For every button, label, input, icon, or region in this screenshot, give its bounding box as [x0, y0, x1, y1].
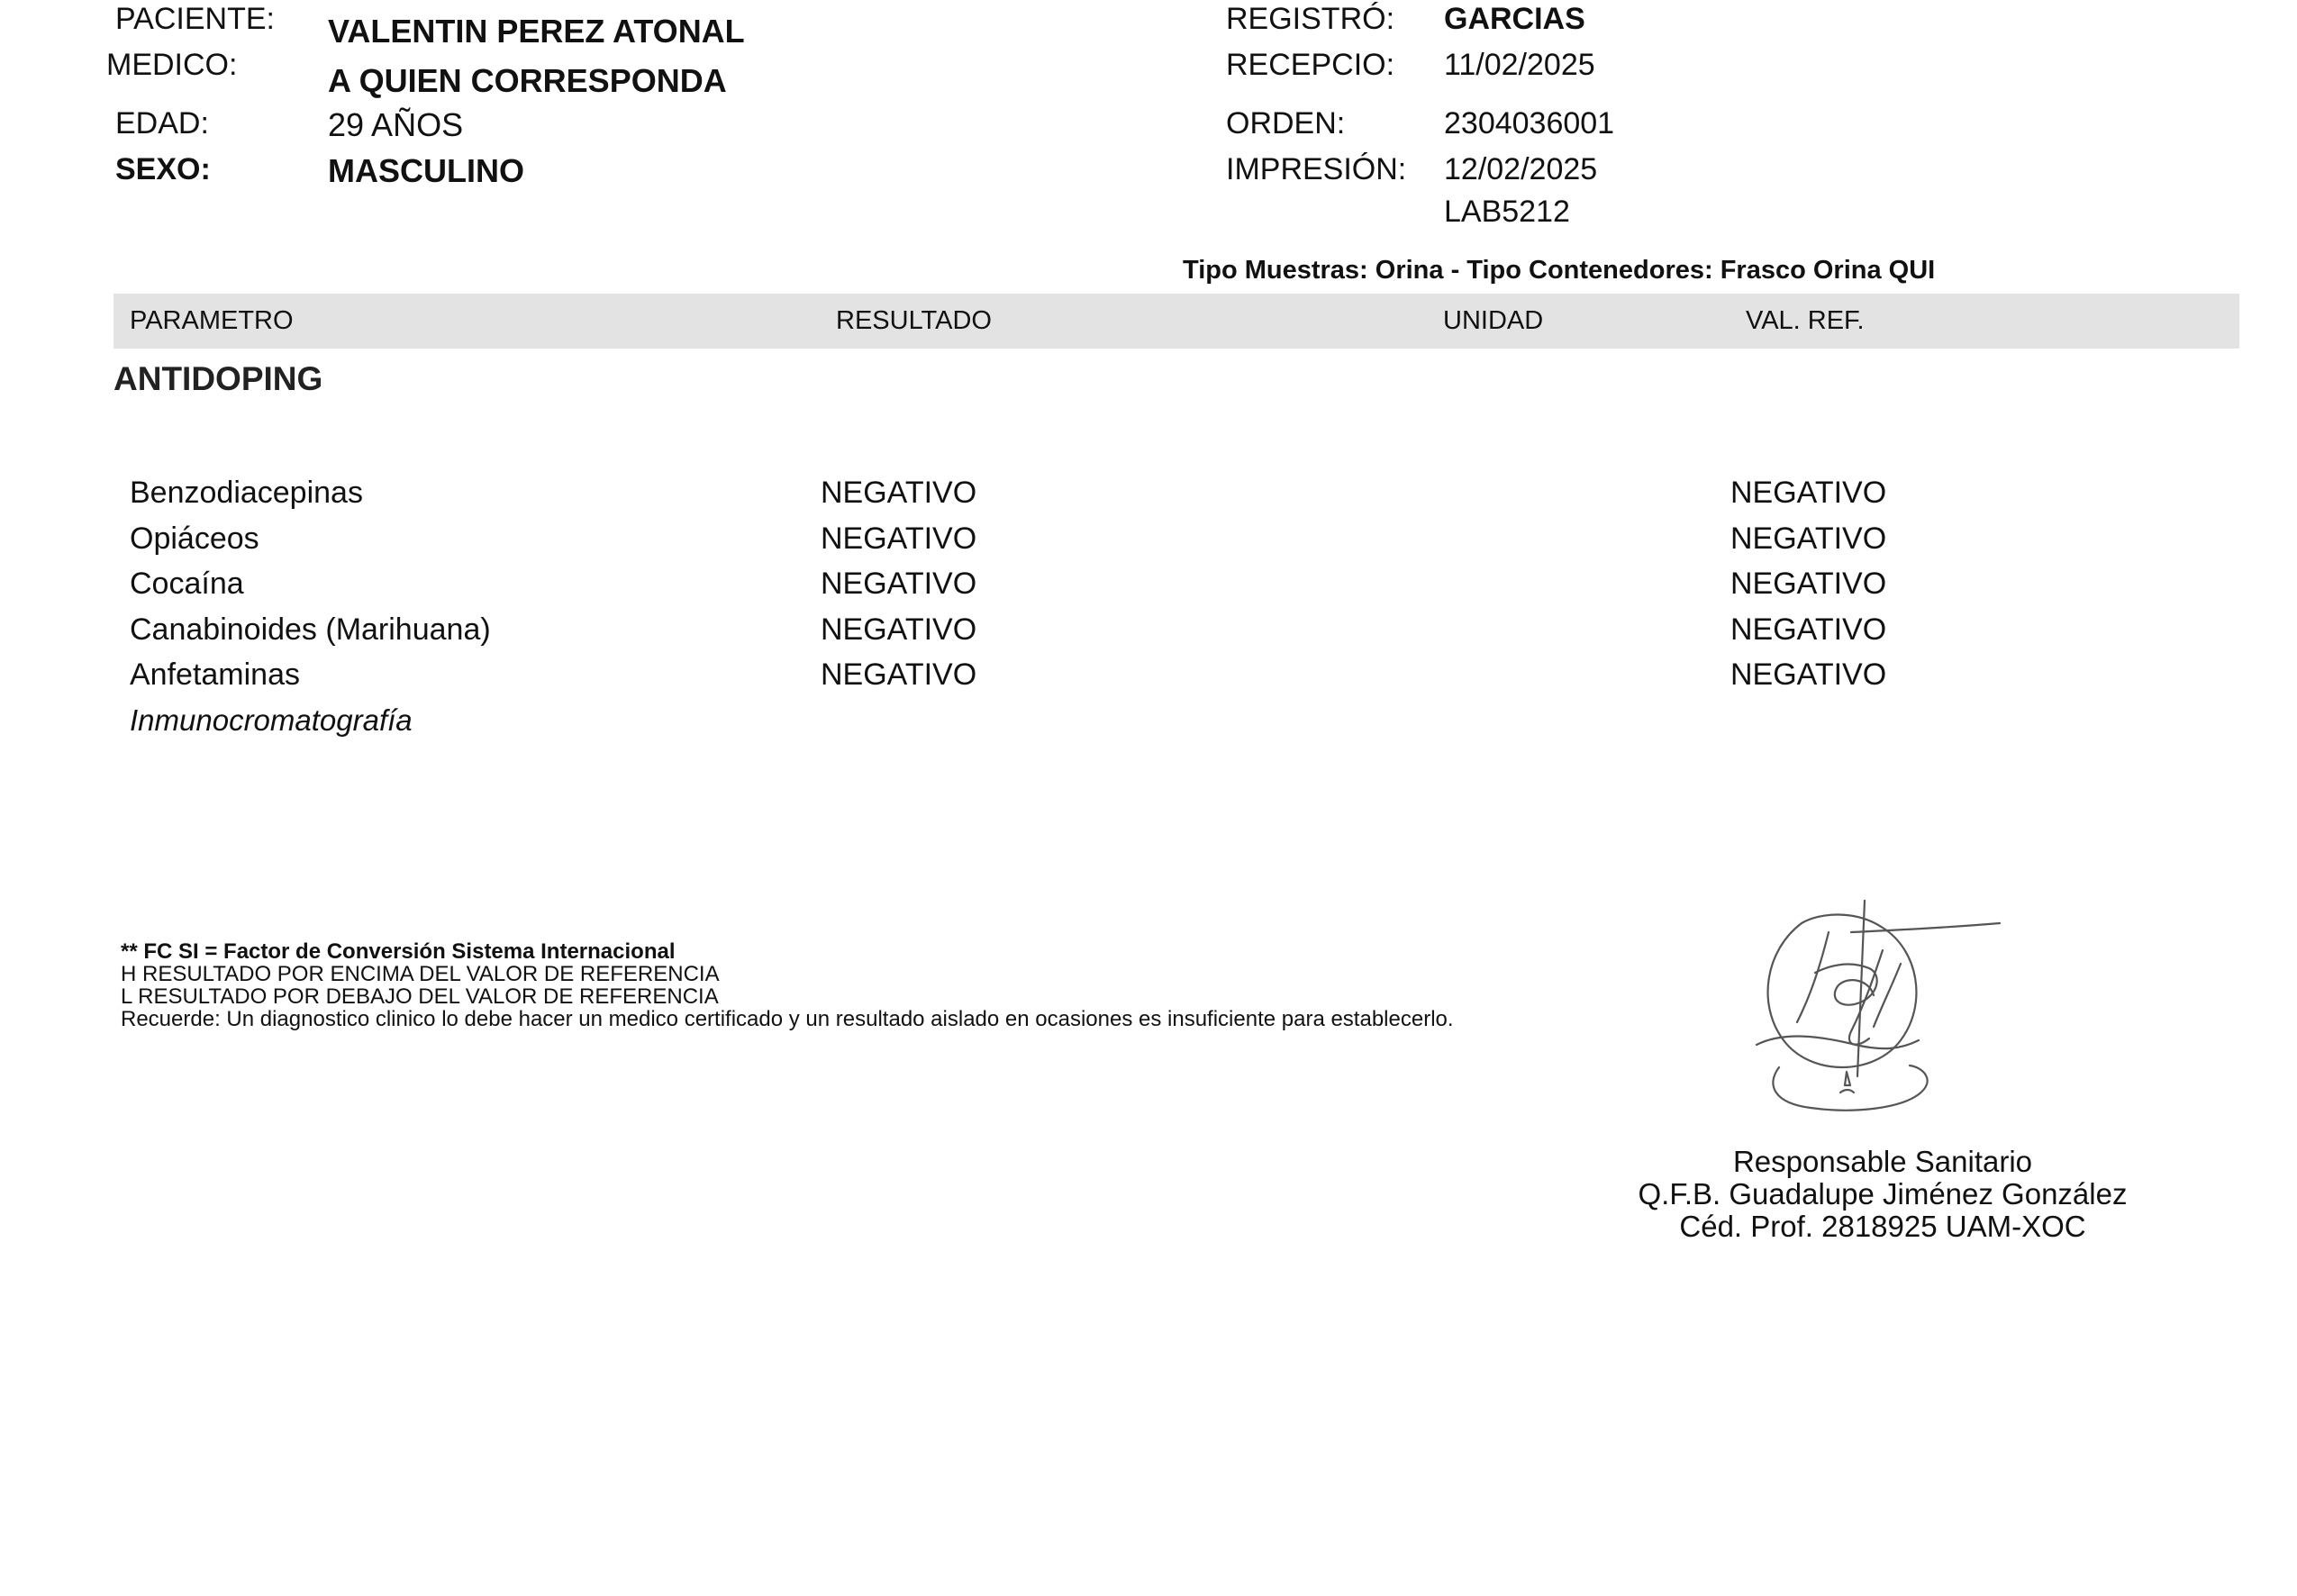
- row-resultado: NEGATIVO: [821, 521, 977, 556]
- lab-code: LAB5212: [1444, 195, 1570, 229]
- recepcio-value: 11/02/2025: [1444, 48, 1595, 82]
- row-parametro: Benzodiacepinas: [130, 476, 363, 510]
- results-table-header: [113, 294, 2239, 349]
- sample-type-line: Tipo Muestras: Orina - Tipo Contenedores: Frasco Orina QUI: [1183, 256, 1936, 285]
- sexo-value: MASCULINO: [328, 152, 524, 189]
- row-parametro: Canabinoides (Marihuana): [130, 612, 491, 647]
- section-title: ANTIDOPING: [113, 360, 323, 397]
- footer-notes: [121, 940, 1454, 1030]
- responsible-name: Q.F.B. Guadalupe Jiménez González: [1638, 1177, 2128, 1211]
- row-parametro: Cocaína: [130, 567, 244, 601]
- header-unidad: UNIDAD: [1443, 306, 1544, 335]
- note-h-result: H RESULTADO POR ENCIMA DEL VALOR DE REFERENCIA: [121, 962, 720, 986]
- impresion-label: IMPRESIÓN:: [1226, 152, 1407, 186]
- header-parametro: PARAMETRO: [130, 306, 294, 335]
- note-l-result: L RESULTADO POR DEBAJO DEL VALOR DE REFERENCIA: [121, 984, 719, 1009]
- row-parametro: Opiáceos: [130, 521, 259, 556]
- responsible-license: Céd. Prof. 2818925 UAM-XOC: [1679, 1210, 2086, 1243]
- row-resultado: NEGATIVO: [821, 657, 977, 692]
- impresion-value: 12/02/2025: [1444, 152, 1598, 186]
- paciente-value: VALENTIN PEREZ ATONAL: [328, 13, 745, 50]
- registro-label: REGISTRÓ:: [1226, 2, 1395, 36]
- responsible-block: [1603, 1146, 2162, 1243]
- row-resultado: NEGATIVO: [821, 612, 977, 647]
- row-resultado: NEGATIVO: [821, 476, 977, 510]
- recepcio-label: RECEPCIO:: [1226, 48, 1395, 82]
- method-note: Inmunocromatografía: [130, 703, 413, 737]
- paciente-label: PACIENTE:: [115, 2, 275, 36]
- signature-image: [1748, 896, 2027, 1130]
- responsible-title: Responsable Sanitario: [1732, 1145, 2033, 1178]
- row-val-ref: NEGATIVO: [1730, 657, 1887, 692]
- orden-label: ORDEN:: [1226, 106, 1346, 141]
- medico-value: A QUIEN CORRESPONDA: [328, 62, 727, 99]
- edad-value: 29 AÑOS: [328, 106, 464, 143]
- edad-label: EDAD:: [115, 106, 209, 141]
- registro-value: GARCIAS: [1444, 2, 1585, 36]
- orden-value: 2304036001: [1444, 106, 1615, 141]
- note-disclaimer: Recuerde: Un diagnostico clinico lo debe hacer un medico certificado y un resultado aislado en ocasiones es insuficiente para establecerlo.: [121, 1007, 1454, 1031]
- note-fc-si: ** FC SI = Factor de Conversión Sistema Internacional: [121, 939, 676, 964]
- medico-label: MEDICO:: [106, 48, 238, 82]
- header-val-ref: VAL. REF.: [1746, 306, 1865, 335]
- row-val-ref: NEGATIVO: [1730, 521, 1887, 556]
- sexo-label: SEXO:: [115, 152, 211, 186]
- header-resultado: RESULTADO: [836, 306, 992, 335]
- row-val-ref: NEGATIVO: [1730, 567, 1887, 601]
- row-parametro: Anfetaminas: [130, 657, 300, 692]
- row-val-ref: NEGATIVO: [1730, 612, 1887, 647]
- row-resultado: NEGATIVO: [821, 567, 977, 601]
- row-val-ref: NEGATIVO: [1730, 476, 1887, 510]
